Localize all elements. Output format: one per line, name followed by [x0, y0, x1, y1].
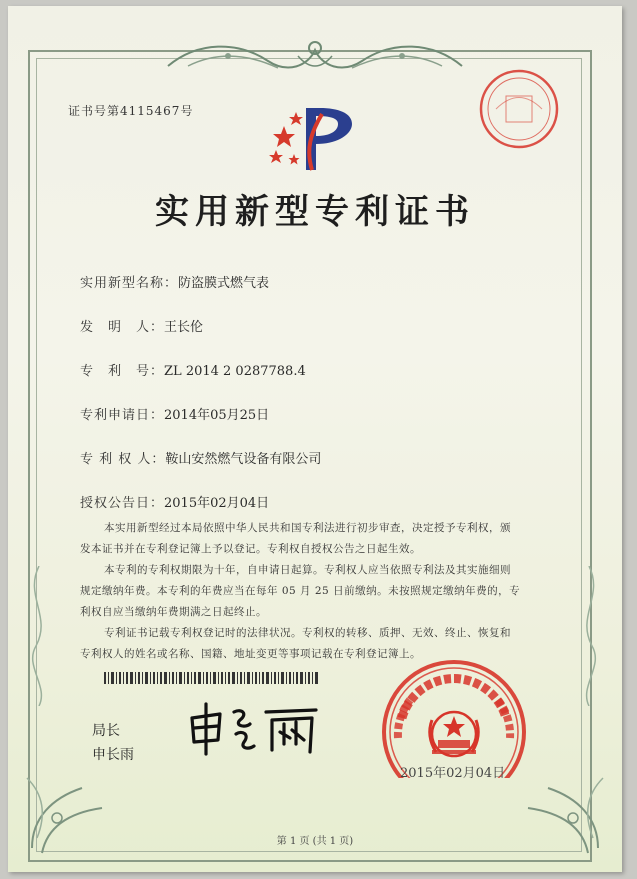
certificate-number: 证书号第4115467号: [68, 104, 194, 118]
body-line: 专利证书记载专利权登记时的法律状况。专利权的转移、质押、无效、终止、恢复和: [104, 627, 511, 639]
certificate-title: 实用新型专利证书: [155, 192, 475, 232]
field-grant-date: [80, 492, 269, 511]
body-line: 发本证书并在专利登记簿上予以登记。专利权自授权公告之日起生效。: [80, 543, 421, 555]
name-label: 实用新型名称：: [80, 276, 179, 291]
body-line: 本专利的专利权期限为十年，自申请日起算。专利权人应当依照专利法及其实施细则: [104, 564, 511, 576]
field-inventor: [80, 316, 203, 335]
patentee-value: 鞍山安然燃气设备有限公司: [165, 452, 322, 467]
small-seal-stamp-icon: [476, 66, 562, 152]
name-value: 防盗膜式燃气表: [178, 276, 270, 291]
body-line: 规定缴纳年费。本专利的年费应当在每年 05 月 25 日前缴纳。未按照规定缴纳年费的，专: [80, 585, 521, 597]
patent-number-label: 专 利 号：: [80, 364, 165, 379]
director-signature-icon: [186, 700, 326, 756]
field-patent-number: [80, 360, 306, 379]
grant-date-value: 2015年02月04日: [164, 496, 270, 511]
barcode-icon: [104, 672, 320, 684]
grant-date-label: 授权公告日：: [80, 496, 165, 511]
side-ornament-right-icon: [574, 566, 604, 706]
patentee-label: 专 利 权 人：: [80, 452, 166, 467]
body-line: 本实用新型经过本局依照中华人民共和国专利法进行初步审查，决定授予专利权，颁: [104, 522, 511, 534]
side-ornament-left-icon: [24, 566, 54, 706]
filing-date-label: 专利申请日：: [80, 408, 165, 423]
patent-office-logo-icon: [266, 104, 356, 174]
inventor-label: 发 明 人：: [80, 320, 165, 335]
seal-date: 2015年02月04日: [400, 766, 506, 781]
field-utility-model-name: [80, 272, 269, 291]
body-line: 专利权人的姓名或名称、国籍、地址变更等事项记载在专利登记簿上。: [80, 648, 421, 660]
official-seal-stamp-icon: [380, 660, 528, 778]
patent-number-value: ZL 2014 2 0287788.4: [164, 364, 306, 379]
body-text: [80, 518, 540, 665]
director-name: 申长雨: [92, 747, 134, 763]
top-ornament-icon: [158, 36, 472, 80]
body-line: 利权自应当缴纳年费期满之日起终止。: [80, 606, 267, 618]
page-footer: 第 1 页 (共 1 页): [276, 836, 354, 847]
certificate-page: [8, 6, 622, 872]
field-patentee: [80, 448, 321, 467]
director-title: 局长: [92, 723, 120, 739]
inventor-value: 王长伦: [164, 320, 204, 335]
filing-date-value: 2014年05月25日: [164, 408, 270, 423]
field-filing-date: [80, 404, 269, 423]
